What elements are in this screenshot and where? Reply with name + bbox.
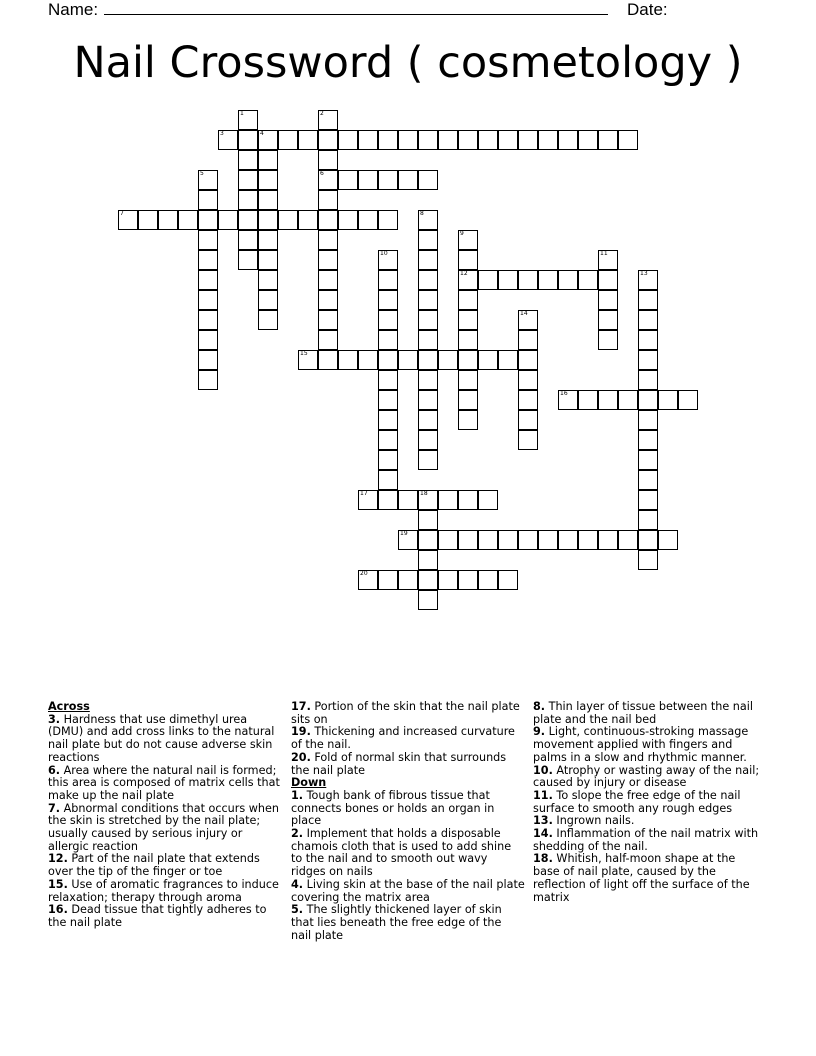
grid-cell[interactable] [258, 310, 278, 330]
grid-cell[interactable] [198, 370, 218, 390]
grid-cell[interactable] [638, 330, 658, 350]
grid-cell[interactable] [418, 230, 438, 250]
grid-cell[interactable] [258, 190, 278, 210]
grid-cell[interactable] [438, 130, 458, 150]
grid-cell[interactable] [598, 130, 618, 150]
grid-cell[interactable] [238, 170, 258, 190]
grid-cell[interactable] [418, 350, 438, 370]
grid-cell[interactable] [378, 130, 398, 150]
grid-cell[interactable] [418, 290, 438, 310]
grid-cell[interactable] [458, 530, 478, 550]
grid-cell[interactable] [438, 350, 458, 370]
grid-cell[interactable] [638, 450, 658, 470]
grid-cell[interactable] [278, 210, 298, 230]
grid-cell[interactable] [338, 170, 358, 190]
grid-cell[interactable] [358, 570, 378, 590]
clue-number: 10 [380, 250, 388, 257]
grid-cell[interactable] [638, 390, 658, 410]
grid-cell[interactable] [558, 530, 578, 550]
grid-cell[interactable] [578, 130, 598, 150]
grid-cell[interactable] [478, 530, 498, 550]
clue-across-17: 17. Portion of the skin that the nail plate sits on [291, 700, 520, 726]
grid-cell[interactable] [198, 270, 218, 290]
clue-number: 4 [260, 130, 264, 137]
grid-cell[interactable] [258, 270, 278, 290]
grid-cell[interactable] [418, 570, 438, 590]
grid-cell[interactable] [238, 230, 258, 250]
grid-cell[interactable] [378, 570, 398, 590]
clue-down-11: 11. To slope the free edge of the nail surface to smooth any rough edges [533, 788, 741, 815]
clue-down-13: 13. Ingrown nails. [533, 814, 635, 828]
grid-cell[interactable] [538, 530, 558, 550]
grid-cell[interactable] [658, 390, 678, 410]
grid-cell[interactable] [518, 530, 538, 550]
grid-cell[interactable] [218, 210, 238, 230]
grid-cell[interactable] [198, 330, 218, 350]
grid-cell[interactable] [578, 270, 598, 290]
grid-cell[interactable] [298, 130, 318, 150]
grid-cell[interactable] [638, 270, 658, 290]
clue-number: 18 [420, 490, 428, 497]
grid-cell[interactable] [198, 170, 218, 190]
grid-cell[interactable] [318, 250, 338, 270]
grid-cell[interactable] [638, 350, 658, 370]
grid-cell[interactable] [598, 250, 618, 270]
grid-cell[interactable] [398, 490, 418, 510]
grid-cell[interactable] [458, 390, 478, 410]
clue-number: 6 [320, 170, 324, 177]
grid-cell[interactable] [638, 410, 658, 430]
grid-cell[interactable] [598, 530, 618, 550]
grid-cell[interactable] [458, 310, 478, 330]
grid-cell[interactable] [258, 170, 278, 190]
grid-cell[interactable] [398, 530, 418, 550]
grid-cell[interactable] [518, 130, 538, 150]
clue-number: 16 [560, 390, 568, 397]
grid-cell[interactable] [558, 270, 578, 290]
clue-number: 2 [320, 110, 324, 117]
grid-cell[interactable] [478, 570, 498, 590]
grid-cell[interactable] [378, 390, 398, 410]
grid-cell[interactable] [318, 170, 338, 190]
clue-across-12: 12. Part of the nail plate that extends over the tip of the finger or toe [48, 852, 260, 879]
clue-number: 5 [200, 170, 204, 177]
clue-number: 15 [300, 350, 308, 357]
grid-cell[interactable] [258, 250, 278, 270]
grid-cell[interactable] [258, 130, 278, 150]
grid-cell[interactable] [398, 350, 418, 370]
grid-cell[interactable] [658, 530, 678, 550]
grid-cell[interactable] [598, 330, 618, 350]
grid-cell[interactable] [618, 530, 638, 550]
grid-cell[interactable] [378, 410, 398, 430]
clue-number: 3 [220, 130, 224, 137]
clue-number: 7 [120, 210, 124, 217]
grid-cell[interactable] [638, 470, 658, 490]
grid-cell[interactable] [578, 390, 598, 410]
clue-across-7: 7. Abnormal conditions that occurs when the skin is stretched by the nail plate; usually caused by serious injury or allergic reaction [48, 801, 279, 853]
grid-cell[interactable] [158, 210, 178, 230]
grid-cell[interactable] [358, 350, 378, 370]
grid-cell[interactable] [638, 290, 658, 310]
grid-cell[interactable] [318, 310, 338, 330]
grid-cell[interactable] [238, 190, 258, 210]
grid-cell[interactable] [318, 230, 338, 250]
date-label: Date: [627, 0, 668, 19]
grid-cell[interactable] [338, 130, 358, 150]
grid-cell[interactable] [418, 410, 438, 430]
grid-cell[interactable] [378, 490, 398, 510]
grid-cell[interactable] [318, 130, 338, 150]
clues-column-1 [48, 701, 284, 930]
grid-cell[interactable] [298, 210, 318, 230]
grid-cell[interactable] [618, 130, 638, 150]
grid-cell[interactable] [378, 210, 398, 230]
grid-cell[interactable] [318, 110, 338, 130]
grid-cell[interactable] [418, 330, 438, 350]
grid-cell[interactable] [238, 210, 258, 230]
clue-number: 8 [420, 210, 424, 217]
grid-cell[interactable] [198, 230, 218, 250]
grid-cell[interactable] [198, 190, 218, 210]
grid-cell[interactable] [638, 510, 658, 530]
grid-cell[interactable] [138, 210, 158, 230]
grid-cell[interactable] [438, 530, 458, 550]
grid-cell[interactable] [198, 210, 218, 230]
grid-cell[interactable] [458, 490, 478, 510]
grid-cell[interactable] [458, 370, 478, 390]
grid-cell[interactable] [418, 390, 438, 410]
grid-cell[interactable] [198, 310, 218, 330]
grid-cell[interactable] [338, 350, 358, 370]
grid-cell[interactable] [478, 130, 498, 150]
grid-cell[interactable] [238, 150, 258, 170]
grid-cell[interactable] [318, 330, 338, 350]
grid-cell[interactable] [538, 130, 558, 150]
clue-across-16: 16. Dead tissue that tightly adheres to the nail plate [48, 903, 267, 929]
clue-number: 9 [460, 230, 464, 237]
grid-cell[interactable] [518, 410, 538, 430]
grid-cell[interactable] [638, 490, 658, 510]
grid-cell[interactable] [518, 390, 538, 410]
grid-cell[interactable] [258, 150, 278, 170]
grid-cell[interactable] [578, 530, 598, 550]
grid-cell[interactable] [638, 310, 658, 330]
grid-cell[interactable] [318, 190, 338, 210]
clues-column-2 [291, 701, 525, 942]
clues-column-3 [533, 701, 765, 904]
grid-cell[interactable] [478, 490, 498, 510]
grid-cell[interactable] [458, 250, 478, 270]
grid-cell[interactable] [598, 270, 618, 290]
grid-cell[interactable] [238, 130, 258, 150]
grid-cell[interactable] [498, 570, 518, 590]
grid-cell[interactable] [418, 490, 438, 510]
grid-cell[interactable] [558, 390, 578, 410]
clue-down-8: 8. Thin layer of tissue between the nail plate and the nail bed [533, 700, 753, 726]
clue-number: 12 [460, 270, 468, 277]
grid-cell[interactable] [418, 270, 438, 290]
grid-cell[interactable] [498, 530, 518, 550]
grid-cell[interactable] [178, 210, 198, 230]
grid-cell[interactable] [378, 290, 398, 310]
clue-across-6: 6. Area where the natural nail is formed; this area is composed of matrix cells that make up the nail plate [48, 763, 280, 802]
clue-number: 11 [600, 250, 608, 257]
grid-cell[interactable] [258, 230, 278, 250]
grid-cell[interactable] [258, 290, 278, 310]
clue-down-18: 18. Whitish, half-moon shape at the base of nail plate, caused by the reflection of light off the surface of the matrix [533, 852, 750, 904]
grid-cell[interactable] [418, 250, 438, 270]
clue-across-3: 3. Hardness that use dimethyl urea (DMU) and add cross links to the natural nail plate but do not cause adverse skin reactions [48, 712, 275, 764]
grid-cell[interactable] [198, 350, 218, 370]
grid-cell[interactable] [398, 170, 418, 190]
grid-cell[interactable] [358, 210, 378, 230]
name-label: Name: [48, 0, 99, 19]
grid-cell[interactable] [418, 310, 438, 330]
grid-cell[interactable] [458, 330, 478, 350]
grid-cell[interactable] [458, 410, 478, 430]
grid-cell[interactable] [118, 210, 138, 230]
grid-cell[interactable] [418, 210, 438, 230]
grid-cell[interactable] [378, 270, 398, 290]
grid-cell[interactable] [378, 370, 398, 390]
grid-cell[interactable] [198, 290, 218, 310]
grid-cell[interactable] [498, 270, 518, 290]
clue-across-20: 20. Fold of normal skin that surrounds the nail plate [291, 750, 507, 777]
grid-cell[interactable] [638, 370, 658, 390]
grid-cell[interactable] [618, 390, 638, 410]
grid-cell[interactable] [518, 310, 538, 330]
grid-cell[interactable] [458, 570, 478, 590]
grid-cell[interactable] [678, 390, 698, 410]
grid-cell[interactable] [418, 530, 438, 550]
grid-cell[interactable] [478, 270, 498, 290]
grid-cell[interactable] [418, 550, 438, 570]
clue-down-10: 10. Atrophy or wasting away of the nail; caused by injury or disease [533, 763, 760, 790]
down-heading: Down [291, 776, 327, 790]
grid-cell[interactable] [278, 130, 298, 150]
grid-cell[interactable] [518, 370, 538, 390]
grid-cell[interactable] [378, 350, 398, 370]
grid-cell[interactable] [198, 250, 218, 270]
clue-down-5: 5. The slightly thickened layer of skin that lies beneath the free edge of the nail plate [291, 903, 502, 942]
grid-cell[interactable] [338, 210, 358, 230]
grid-cell[interactable] [438, 570, 458, 590]
grid-cell[interactable] [378, 330, 398, 350]
grid-cell[interactable] [418, 510, 438, 530]
grid-cell[interactable] [378, 250, 398, 270]
grid-cell[interactable] [358, 490, 378, 510]
grid-cell[interactable] [498, 130, 518, 150]
grid-cell[interactable] [358, 170, 378, 190]
clue-number: 19 [400, 530, 408, 537]
grid-cell[interactable] [378, 170, 398, 190]
grid-cell[interactable] [518, 430, 538, 450]
grid-cell[interactable] [418, 370, 438, 390]
grid-cell[interactable] [458, 290, 478, 310]
across-heading: Across [48, 700, 90, 713]
grid-cell[interactable] [418, 170, 438, 190]
grid-cell[interactable] [418, 450, 438, 470]
grid-cell[interactable] [318, 150, 338, 170]
clue-down-1: 1. Tough bank of fibrous tissue that connects bones or holds an organ in place [291, 788, 495, 828]
grid-cell[interactable] [478, 350, 498, 370]
grid-cell[interactable] [598, 290, 618, 310]
grid-cell[interactable] [438, 490, 458, 510]
grid-cell[interactable] [378, 310, 398, 330]
grid-cell[interactable] [498, 350, 518, 370]
grid-cell[interactable] [598, 310, 618, 330]
grid-cell[interactable] [298, 350, 318, 370]
clue-number: 13 [640, 270, 648, 277]
grid-cell[interactable] [538, 270, 558, 290]
clue-down-14: 14. Inflammation of the nail matrix with shedding of the nail. [533, 827, 759, 853]
clue-across-19: 19. Thickening and increased curvature of the nail. [291, 725, 515, 752]
grid-cell[interactable] [238, 110, 258, 130]
grid-cell[interactable] [518, 330, 538, 350]
page-title: Nail Crossword ( cosmetology ) [73, 38, 743, 88]
grid-cell[interactable] [458, 350, 478, 370]
grid-cell[interactable] [458, 230, 478, 250]
grid-cell[interactable] [598, 390, 618, 410]
grid-cell[interactable] [638, 430, 658, 450]
clue-down-2: 2. Implement that holds a disposable chamois cloth that is used to add shine to the nail and to smooth out wavy ridges on nails [291, 827, 512, 879]
grid-cell[interactable] [638, 550, 658, 570]
grid-cell[interactable] [378, 470, 398, 490]
grid-cell[interactable] [358, 130, 378, 150]
clue-number: 1 [240, 110, 244, 117]
grid-cell[interactable] [418, 590, 438, 610]
grid-cell[interactable] [398, 570, 418, 590]
clue-down-9: 9. Light, continuous-stroking massage movement applied with fingers and palms in a slow and rhythmic manner. [533, 725, 749, 764]
grid-cell[interactable] [418, 130, 438, 150]
grid-cell[interactable] [458, 270, 478, 290]
grid-cell[interactable] [318, 270, 338, 290]
grid-cell[interactable] [418, 430, 438, 450]
grid-cell[interactable] [238, 250, 258, 270]
clue-number: 14 [520, 310, 528, 317]
clue-across-15: 15. Use of aromatic fragrances to induce relaxation; therapy through aroma [48, 877, 279, 904]
grid-cell[interactable] [558, 130, 578, 150]
grid-cell[interactable] [378, 450, 398, 470]
grid-cell[interactable] [398, 130, 418, 150]
clue-number: 20 [360, 570, 368, 577]
grid-cell[interactable] [378, 430, 398, 450]
grid-cell[interactable] [258, 210, 278, 230]
grid-cell[interactable] [638, 530, 658, 550]
grid-cell[interactable] [458, 130, 478, 150]
grid-cell[interactable] [318, 350, 338, 370]
grid-cell[interactable] [518, 350, 538, 370]
grid-cell[interactable] [318, 210, 338, 230]
clue-number: 17 [360, 490, 368, 497]
grid-cell[interactable] [518, 270, 538, 290]
grid-cell[interactable] [218, 130, 238, 150]
clue-down-4: 4. Living skin at the base of the nail plate covering the matrix area [291, 877, 525, 904]
grid-cell[interactable] [318, 290, 338, 310]
